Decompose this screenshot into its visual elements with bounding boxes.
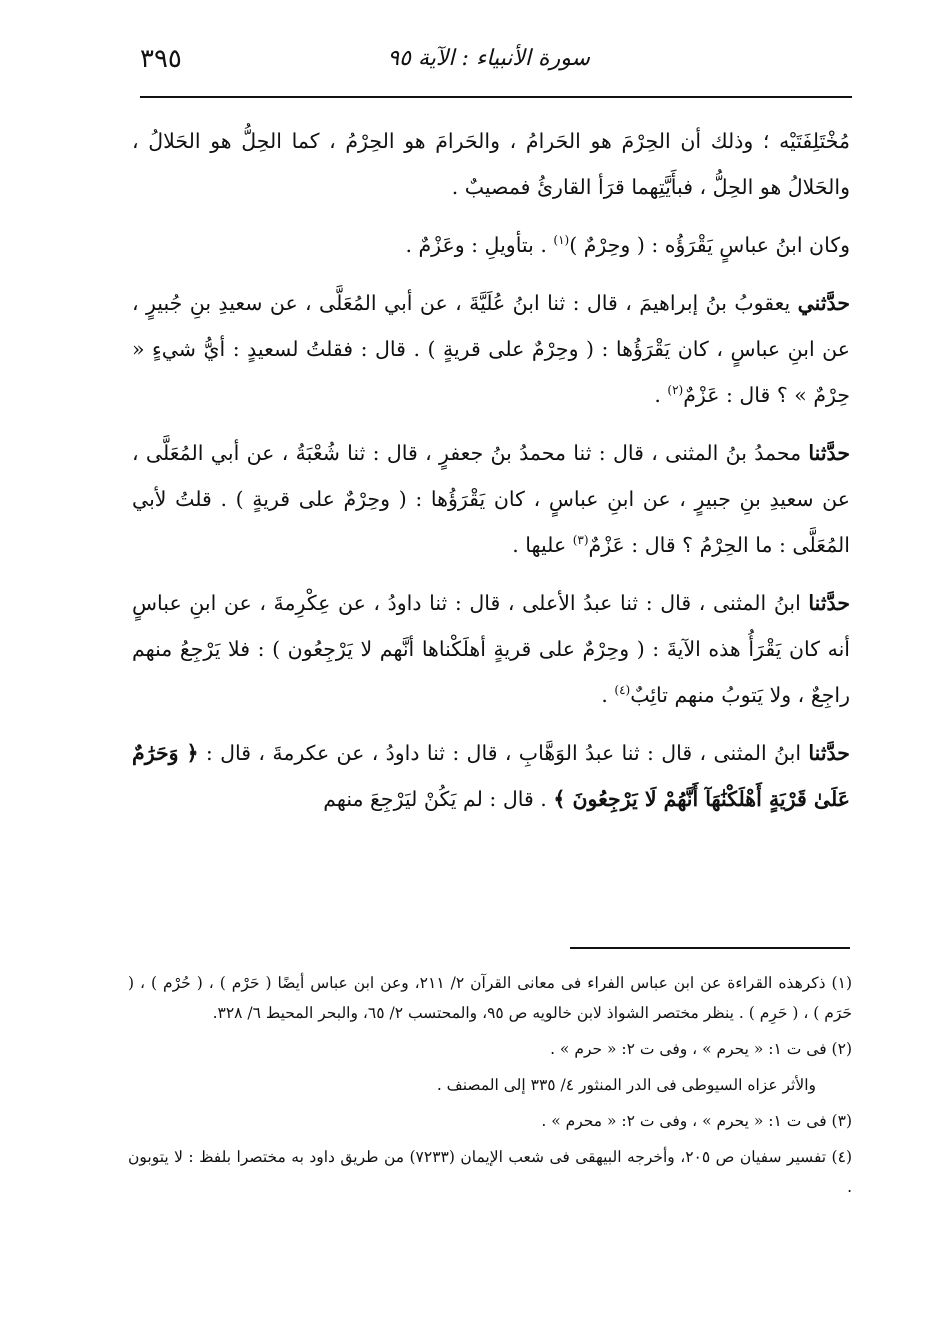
footnote-continuation: والأثر عزاه السيوطى فى الدر المنثور ٤/ ٣٣٥ إلى المصنف . (436, 1076, 816, 1094)
footnote: (٤) تفسير سفيان ص ٢٠٥، وأخرجه البيهقى فى شعب الإيمان (٧٢٣٣) من طريق داود به مختصرا بلفظ : لا يتوبون . (128, 1148, 852, 1196)
footnotes (128, 968, 852, 1208)
footnote-ref: (٤) (614, 683, 631, 698)
footnote: (٣) فى ت ١: « يحرم » ، وفى ت ٢: « محرم » . (541, 1112, 852, 1130)
footnote-rule (570, 947, 850, 949)
paragraph: مُخْتَلِفَتَيْه ؛ وذلك أن الحِرْمَ هو الحَرامُ ، والحَرامَ هو الحِرْمُ ، كما الحِلُّ هو الحَلالُ ، والحَلالُ هو الحِلُّ ، فبأَيَّتِهما قرَأ القارئُ فمصيبٌ . (132, 129, 850, 199)
footnote: (١) ذكرهذه القراءة عن ابن عباس الفراء فى معانى القرآن ٢/ ٢١١، وعن ابن عباس أيضًا ( حَرْم ) ، ( حُرْم ) ، ( حَرَم ) ، ( حَرِم ) . ينظر مختصر الشواذ لابن خالويه ص ٩٥، والمحتسب ٢/ ٦٥، والبحر المحيط ٦/ ٣٢٨. (128, 974, 852, 1022)
quran-verse: ﴿ وَحَرَٰمٌ عَلَىٰ قَرْيَةٍ أَهْلَكْنَٰهَآ أَنَّهُمْ لَا يَرْجِعُونَ ﴾ (132, 741, 850, 811)
main-text (132, 118, 850, 834)
isnad-lead: حدَّثنا (808, 741, 850, 765)
isnad-lead: حدَّثني (797, 291, 850, 315)
isnad-lead: حدَّثنا (808, 591, 850, 615)
page-header (140, 38, 850, 88)
paragraph: حدَّثنا ابنُ المثنى ، قال : ثنا عبدُ الوَهَّابِ ، قال : ثنا داودُ ، عن عكرمةَ ، قال : ﴿ وَحَرَٰمٌ عَلَىٰ قَرْيَةٍ أَهْلَكْنَٰهَآ أَنَّهُمْ لَا يَرْجِعُونَ ﴾ . قال : لم يَكُنْ ليَرْجِعَ منهم (132, 741, 850, 811)
isnad-lead: حدَّثنا (808, 441, 850, 465)
footnote: (٢) فى ت ١: « يحرم » ، وفى ت ٢: « حرم » . (550, 1040, 852, 1058)
page-number: ٣٩٥ (140, 44, 182, 74)
header-rule (140, 96, 852, 98)
paragraph: حدَّثنا محمدُ بنُ المثنى ، قال : ثنا محمدُ بنُ جعفرٍ ، قال : ثنا شُعْبَةُ ، عن أبي المُعَلَّى ، عن سعيدِ بنِ جبيرٍ ، عن ابنِ عباسٍ ، كان يَقْرَؤُها : ( وحِرْمٌ على قريةٍ ) . قلتُ لأبي المُعَلَّى : ما الحِرْمُ ؟ قال : عَزْمٌ$^{(٣)}$ عليها . (132, 441, 850, 557)
paragraph: حدَّثني يعقوبُ بنُ إبراهيمَ ، قال : ثنا ابنُ عُلَيَّةَ ، عن أبي المُعَلَّى ، عن سعيدِ بنِ جُبيرٍ ، عن ابنِ عباسٍ ، كان يَقْرَؤُها : ( وحِرْمٌ على قريةٍ ) . قال : فقلتُ لسعيدٍ : أيُّ شيءٍ « حِرْمٌ » ؟ قال : عَزْمٌ$^{(٢)}$ . (132, 291, 850, 407)
footnote-ref: (١) (553, 233, 570, 248)
paragraph: وكان ابنُ عباسٍ يَقْرَؤُه : ( وحِرْمٌ )$^{(١)}$ . بتأويلِ : وعَزْمٌ . (405, 233, 850, 257)
footnote-ref: (٣) (572, 533, 589, 548)
paragraph: حدَّثنا ابنُ المثنى ، قال : ثنا عبدُ الأعلى ، قال : ثنا داودُ ، عن عِكْرِمةَ ، عن ابنِ عباسٍ أنه كان يَقْرَأُ هذه الآيةَ : ( وحِرْمٌ على قريةٍ أهلَكْناها أنَّهم لا يَرْجِعُون ) : فلا يَرْجِعُ منهم راجِعٌ ، ولا يَتوبُ منهم تائِبٌ$^{(٤)}$ . (132, 591, 850, 707)
running-title: سورة الأنبياء : الآية ٩٥ (387, 46, 590, 71)
footnote-ref: (٢) (667, 383, 684, 398)
